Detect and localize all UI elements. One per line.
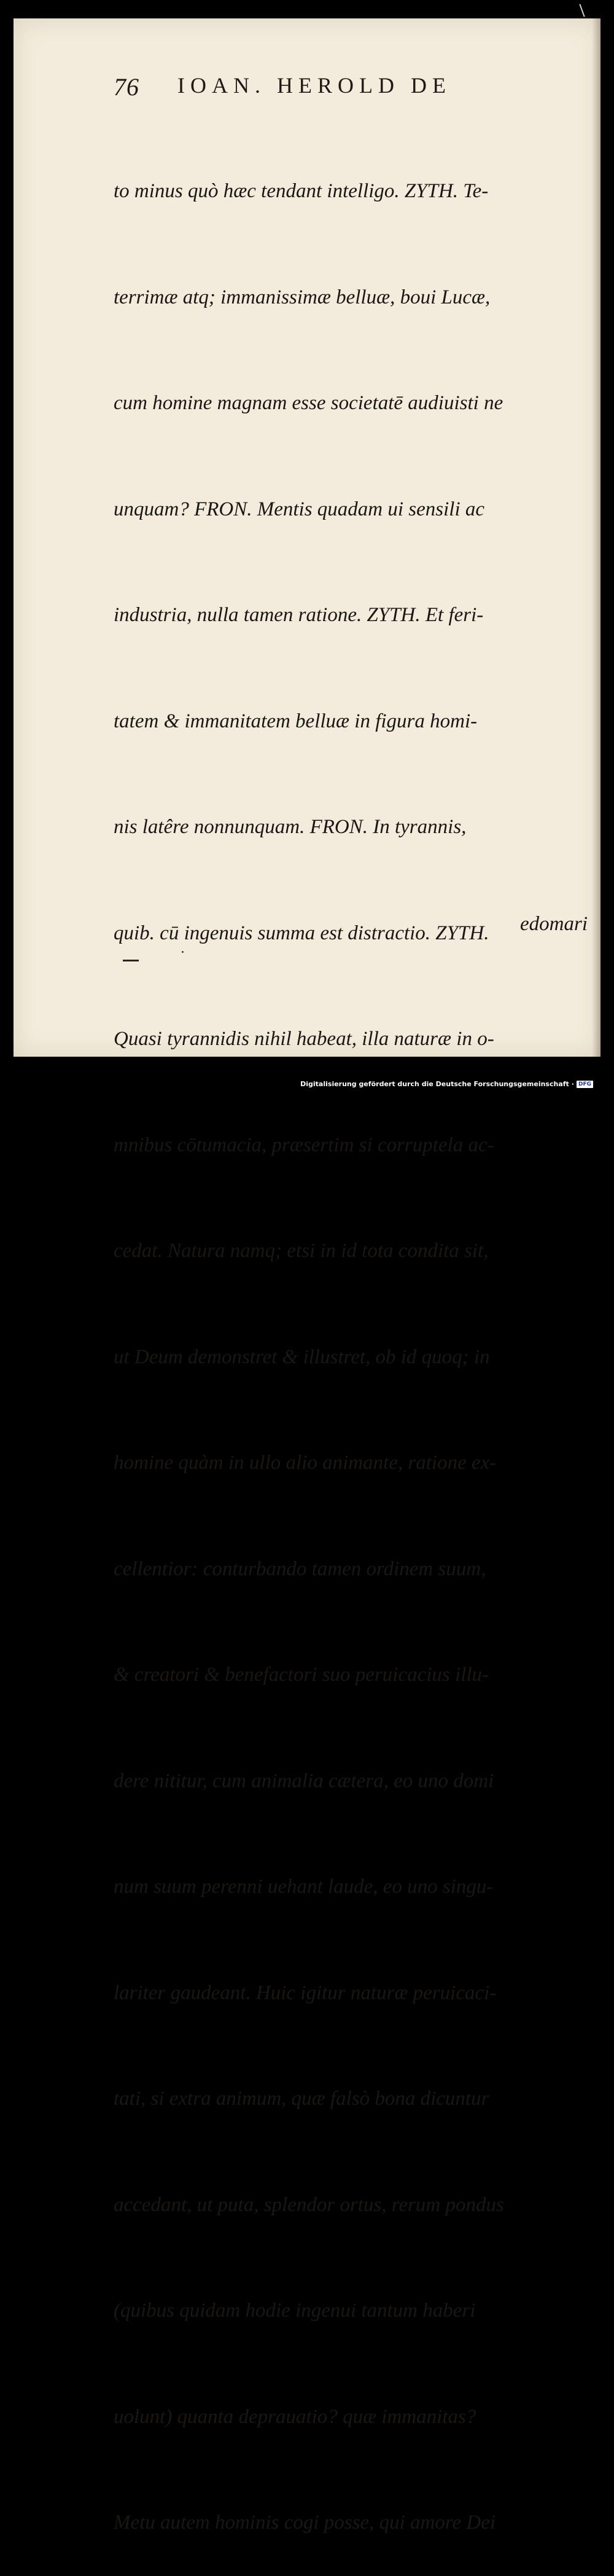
text-line: ut Deum demonstret & illustret, ob id quoq; in	[114, 1345, 490, 1368]
text-line: homine quàm in ullo alio animante, ratione ex-	[114, 1452, 497, 1474]
text-line: accedant, ut puta, splendor ortus, rerum pondus	[114, 2193, 504, 2216]
text-line: tati, si extra animum, quæ falsò bona dicuntur	[114, 2088, 489, 2110]
digitization-credit	[300, 1080, 593, 1088]
credit-separator: ·	[571, 1080, 574, 1088]
page-body-text	[114, 103, 586, 2576]
text-line: quib. cū ingenuis summa est distractio. ZYTH.	[114, 922, 489, 944]
ink-speck	[182, 951, 184, 953]
catchword: edomari	[520, 913, 588, 935]
text-line: tatem & immanitatem belluæ in figura homi-	[114, 710, 478, 732]
text-line: terrimæ atq; immanissimæ belluæ, boui Lucæ,	[114, 286, 491, 308]
page-number: 76	[114, 73, 139, 101]
running-head: IOAN. HEROLD DE	[177, 73, 451, 98]
text-line: unquam? FRON. Mentis quadam ui sensili ac	[114, 498, 485, 520]
text-line: lariter gaudeant. Huic igitur naturæ peruicaci-	[114, 1981, 497, 2004]
text-line: cedat. Natura namq; etsi in id tota condita sit,	[114, 1240, 489, 1262]
text-line: & creatori & benefactori suo peruicacius illu-	[114, 1664, 489, 1686]
text-line: Metu autem hominis cogi posse, qui amore Dei	[114, 2511, 496, 2534]
printer-mark	[123, 960, 139, 961]
text-line: Quasi tyrannidis nihil habeat, illa naturæ in o-	[114, 1028, 494, 1050]
dfg-logo-icon: DFG	[577, 1081, 593, 1088]
text-line: cum homine magnam esse societatē audiuisti ne	[114, 392, 503, 414]
page-corner-mark	[579, 4, 585, 17]
text-line: mnibus cōtumacia, præsertim si corruptela ac-	[114, 1133, 494, 1156]
text-line: industria, nulla tamen ratione. ZYTH. Et feri-	[114, 604, 484, 626]
text-line: to minus quò hæc tendant intelligo. ZYTH. Te-	[114, 180, 489, 202]
text-line: nis latêre nonnunquam. FRON. In tyrannis,	[114, 816, 467, 838]
text-line: cellentior: conturbando tamen ordinem suum,	[114, 1557, 486, 1580]
text-line: (quibus quidam hodie ingenui tantum haberi	[114, 2300, 476, 2322]
text-line: num suum perenni uehant laude, eo uno singu-	[114, 1876, 494, 1898]
text-line: dere nititur, cum animalia cætera, eo uno domi	[114, 1769, 494, 1792]
page-header	[114, 72, 531, 100]
credit-text: Digitalisierung gefördert durch die Deutsche Forschungsgemeinschaft	[300, 1080, 569, 1088]
text-line: uolunt) quanta deprauatio? quæ immanitas?	[114, 2405, 476, 2428]
